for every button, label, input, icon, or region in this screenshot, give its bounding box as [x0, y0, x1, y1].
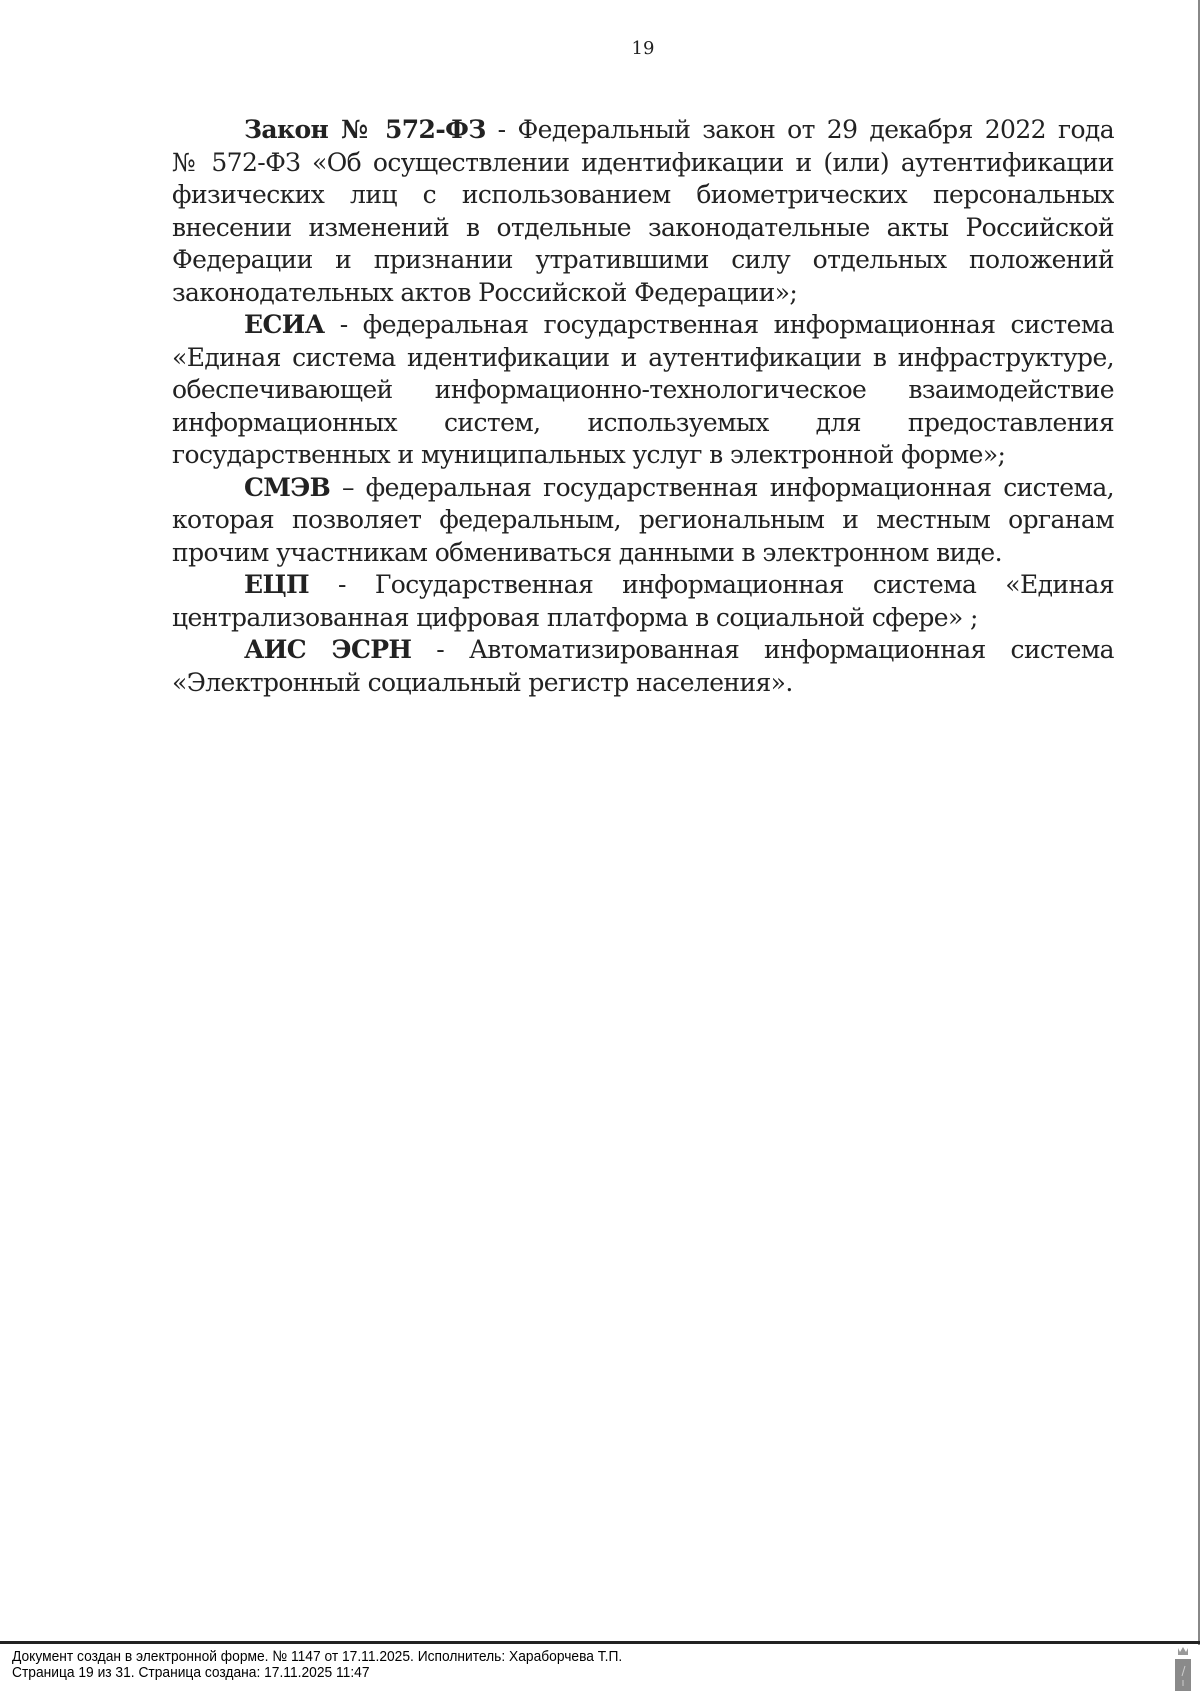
paragraph-line: [172, 439, 1114, 472]
line-text: - Федеральный закон от 29 декабря 2022 года: [485, 115, 1114, 144]
line-text: «Единая система идентификации и аутентификации в инфраструктуре,: [172, 342, 1114, 372]
paragraph-line: [172, 374, 1114, 407]
paragraph-line: [172, 472, 1114, 505]
paragraph-line: [172, 504, 1114, 537]
line-text: законодательных актов Российской Федерации»;: [172, 277, 798, 307]
document-body: [172, 114, 1114, 699]
line-text: - Государственная информационная система «Единая: [309, 570, 1114, 599]
emblem-icon: [1174, 1646, 1192, 1692]
paragraph-line: [172, 407, 1114, 440]
paragraph-line: [172, 667, 1114, 700]
footer-divider: [0, 1641, 1200, 1644]
line-text: прочим участникам обмениваться данными в электронном виде.: [172, 537, 1002, 567]
line-text: физических лиц с использованием биометрических персональных: [172, 180, 1114, 209]
defined-term: ЕЦП: [244, 570, 310, 599]
paragraph-line: [172, 212, 1114, 245]
line-text: государственных и муниципальных услуг в электронной форме»;: [172, 440, 1006, 469]
paragraph-line: [172, 309, 1114, 342]
line-text: которая позволяет федеральным, региональным и местным органам: [172, 505, 1114, 534]
paragraph-line: [172, 342, 1114, 375]
defined-term: Закон № 572-ФЗ: [244, 115, 486, 144]
footer-page-info: Страница 19 из 31. Страница создана: 17.11.2025 11:47: [12, 1664, 370, 1681]
line-text: «Электронный социальный регистр населения».: [172, 667, 793, 697]
line-text: - федеральная государственная информационная система: [324, 310, 1114, 339]
paragraph-line: [172, 569, 1114, 602]
line-text: внесении изменений в отдельные законодательные акты Российской: [172, 212, 1114, 242]
page-number: 19: [631, 38, 655, 59]
paragraph-line: [172, 114, 1114, 147]
paragraph-line: [172, 634, 1114, 667]
defined-term: СМЭВ: [244, 472, 331, 502]
paragraph-line: [172, 147, 1114, 180]
paragraph-line: [172, 277, 1114, 310]
document-footer: [12, 1649, 622, 1681]
paragraph-line: [172, 537, 1114, 570]
paragraph-line: [172, 602, 1114, 635]
line-text: обеспечивающей информационно-технологическое взаимодействие: [172, 375, 1114, 404]
line-text: информационных систем, используемых для предоставления: [172, 407, 1114, 437]
line-text: Федерации и признании утратившими силу отдельных положений: [172, 245, 1114, 274]
line-text: – федеральная государственная информационная система,: [330, 472, 1114, 502]
paragraph-line: [172, 179, 1114, 212]
defined-term: АИС ЭСРН: [244, 635, 412, 664]
line-text: № 572-ФЗ «Об осуществлении идентификации и (или) аутентификации: [172, 147, 1114, 177]
line-text: - Автоматизированная информационная система: [411, 635, 1114, 664]
line-text: централизованная цифровая платформа в социальной сфере» ;: [172, 602, 978, 632]
paragraph-line: [172, 244, 1114, 277]
defined-term: ЕСИА: [244, 310, 325, 339]
footer-document-info: Документ создан в электронной форме. № 1147 от 17.11.2025. Исполнитель: Хараборчева Т.П.: [12, 1648, 623, 1665]
